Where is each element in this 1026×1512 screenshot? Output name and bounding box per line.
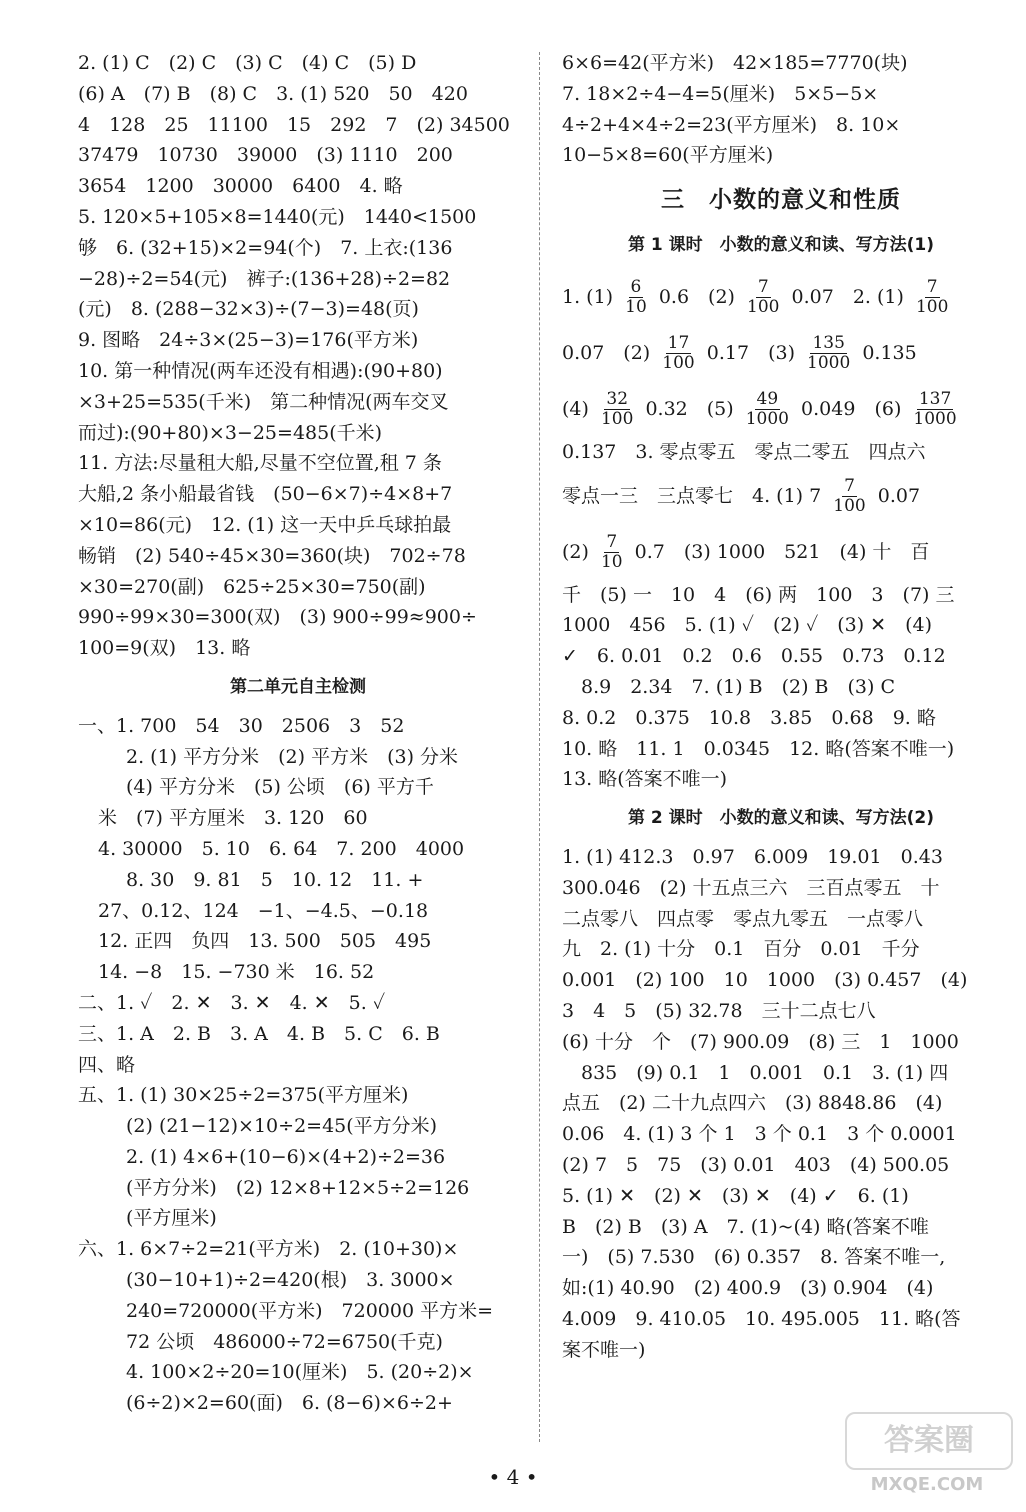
page-number: • 4 •: [488, 1465, 538, 1489]
answer-line: 72 公顷 486000÷72=6750(千克): [126, 1330, 443, 1353]
answer-line: (2) 7 5 75 (3) 0.01 403 (4) 500.05: [562, 1153, 950, 1176]
answer-line: 3654 1200 30000 6400 4. 略: [78, 175, 403, 198]
answer-line: 如:(1) 40.90 (2) 400.9 (3) 0.904 (4): [562, 1277, 934, 1300]
answer-line: (4) $\frac{32}{100}$ 0.32 (5) $\frac{49}{1000}$ 0.049 (6) $\frac{137}{1000}$: [562, 389, 957, 430]
answer-line: 畅销 (2) 540÷45×30=360(块) 702÷78: [78, 544, 466, 567]
answer-line: 4÷2+4×4÷2=23(平方厘米) 8. 10×: [562, 113, 901, 136]
lesson2-title: 第 2 课时 小数的意义和读、写方法(2): [627, 808, 935, 829]
answer-line: 9. 图略 24÷3×(25−3)=176(平方米): [78, 329, 419, 352]
column-divider: [539, 52, 540, 1442]
fraction: $\frac{7}{100}$: [747, 277, 780, 318]
left-column: [78, 48, 518, 1419]
answer-line: 4. 30000 5. 10 6. 64 7. 200 4000: [98, 837, 465, 860]
answer-line: 2. (1) 4×6+(10−6)×(4+2)÷2=36: [126, 1145, 446, 1168]
chapter-title: 三 小数的意义和性质: [661, 187, 901, 214]
answer-line: ×3+25=535(千米) 第二种情况(两车交叉: [78, 390, 449, 413]
answer-line: (6) 十分 个 (7) 900.09 (8) 三 1 1000: [562, 1030, 959, 1053]
answer-line: 五、1. (1) 30×25÷2=375(平方厘米): [78, 1084, 409, 1107]
answer-line: B (2) B (3) A 7. (1)~(4) 略(答案不唯: [562, 1215, 929, 1238]
answer-line: 14. −8 15. −730 米 16. 52: [98, 961, 375, 984]
answer-line: 6×6=42(平方米) 42×185=7770(块): [562, 52, 908, 74]
answer-line: 7. 18×2÷4−4=5(厘米) 5×5−5×: [562, 82, 879, 105]
answer-line: 零点一三 三点零七 4. (1) 7 $\frac{7}{100}$ 0.07: [562, 476, 921, 517]
answer-line: (平方厘米): [126, 1207, 217, 1230]
lesson2-answers: [562, 842, 1000, 1366]
answer-line: 10−5×8=60(平方厘米): [562, 144, 774, 167]
answer-line: 13. 略(答案不唯一): [562, 768, 728, 791]
answer-line: 案不唯一): [562, 1338, 646, 1361]
answer-line: (30−10+1)÷2=420(根) 3. 3000×: [126, 1269, 455, 1292]
right-column: [562, 48, 1000, 1366]
lesson1-title: 第 1 课时 小数的意义和读、写方法(1): [627, 234, 935, 255]
answer-line: (6) A (7) B (8) C 3. (1) 520 50 420: [78, 82, 468, 105]
answer-line: 六、1. 6×7÷2=21(平方米) 2. (10+30)×: [78, 1238, 459, 1261]
answer-line: 835 (9) 0.1 1 0.001 0.1 3. (1) 四: [562, 1061, 949, 1084]
answer-line: 而过):(90+80)×3−25=485(千米): [78, 421, 383, 444]
answer-line: 4. 100×2÷20=10(厘米) 5. (20÷2)×: [126, 1361, 474, 1384]
answer-line: (2) $\frac{7}{10}$ 0.7 (3) 1000 521 (4) 十 百: [562, 532, 930, 573]
answer-line: 240=720000(平方米) 720000 平方米=: [126, 1299, 494, 1322]
answer-line: 37479 10730 39000 (3) 1110 200: [78, 144, 453, 167]
answer-line: ✓ 6. 0.01 0.2 0.6 0.55 0.73 0.12: [562, 645, 946, 668]
answer-line: −28)÷2=54(元) 裤子:(136+28)÷2=82: [78, 267, 451, 290]
answer-line: 12. 正四 负四 13. 500 505 495: [98, 930, 432, 953]
answer-line: 0.06 4. (1) 3 个 1 3 个 0.1 3 个 0.0001: [562, 1123, 957, 1146]
answer-line: 1. (1) $\frac{6}{10}$ 0.6 (2) $\frac{7}{100}$ 0.07 2. (1) $\frac{7}{100}$: [562, 277, 949, 318]
answer-line: 一、1. 700 54 30 2506 3 52: [78, 714, 405, 737]
answer-line: 27、0.12、124 −1、−4.5、−0.18: [98, 899, 429, 922]
answer-line: (6÷2)×2=60(面) 6. (8−6)×6÷2+: [126, 1392, 453, 1415]
answer-line: 8.9 2.34 7. (1) B (2) B (3) C: [562, 675, 896, 698]
unit2-continued-answers: [562, 48, 1000, 171]
answer-line: (4) 平方分米 (5) 公顷 (6) 平方千: [126, 776, 434, 799]
answer-line: 米 (7) 平方厘米 3. 120 60: [98, 807, 368, 830]
answer-line: 990÷99×30=300(双) (3) 900÷99≈900÷: [78, 606, 477, 629]
fraction: $\frac{137}{1000}$: [913, 389, 957, 430]
answer-line: 0.07 (2) $\frac{17}{100}$ 0.17 (3) $\frac{135}{1000}$ 0.135: [562, 333, 917, 374]
answer-line: 二、1. ✓ 2. ✕ 3. ✕ 4. ✕ 5. ✓: [78, 991, 386, 1014]
answer-line: 5. (1) ✕ (2) ✕ (3) ✕ (4) ✓ 6. (1): [562, 1184, 909, 1207]
answer-line: 1000 456 5. (1) ✓ (2) ✓ (3) ✕ (4): [562, 614, 932, 637]
answer-line: 九 2. (1) 十分 0.1 百分 0.01 千分: [562, 938, 920, 961]
answer-line: 4.009 9. 410.05 10. 495.005 11. 略(答: [562, 1307, 961, 1330]
answer-line: 4 128 25 11100 15 292 7 (2) 34500: [78, 113, 510, 136]
answer-line: 0.001 (2) 100 10 1000 (3) 0.457 (4): [562, 969, 968, 992]
answer-line: 3 4 5 (5) 32.78 三十二点七八: [562, 999, 876, 1022]
answer-line: 1. (1) 412.3 0.97 6.009 19.01 0.43: [562, 845, 943, 868]
answer-line: 一) (5) 7.530 (6) 0.357 8. 答案不唯一,: [562, 1246, 946, 1269]
answer-line: ×30=270(副) 625÷25×30=750(副): [78, 575, 426, 598]
watermark-logo: 答案圈 MXQE.COM: [845, 1412, 1015, 1504]
answer-line: 10. 略 11. 1 0.0345 12. 略(答案不唯一): [562, 737, 955, 760]
answer-line: 四、略: [78, 1053, 136, 1076]
answer-line: 11. 方法:尽量租大船,尽量不空位置,租 7 条: [78, 452, 442, 475]
fraction: $\frac{32}{100}$: [600, 389, 634, 430]
fraction: $\frac{7}{10}$: [600, 532, 623, 573]
answer-line: 千 (5) 一 10 4 (6) 两 100 3 (7) 三: [562, 583, 955, 606]
answer-line: 2. (1) 平方分米 (2) 平方米 (3) 分米: [126, 745, 459, 768]
fraction: $\frac{6}{10}$: [625, 277, 647, 318]
answer-line: 100=9(双) 13. 略: [78, 637, 251, 660]
answer-line: 二点零八 四点零 零点九零五 一点零八: [562, 907, 924, 930]
answer-line: (平方分米) (2) 12×8+12×5÷2=126: [126, 1176, 470, 1199]
answer-line: 10. 第一种情况(两车还没有相遇):(90+80): [78, 359, 443, 382]
answer-line: 大船,2 条小船最省钱 (50−6×7)÷4×8+7: [78, 483, 453, 506]
answer-line: 5. 120×5+105×8=1440(元) 1440<1500: [78, 205, 477, 228]
answer-line: 300.046 (2) 十五点三六 三百点零五 十: [562, 876, 940, 899]
answer-line: (2) (21−12)×10÷2=45(平方分米): [126, 1115, 438, 1138]
answer-line: 0.137 3. 零点零五 零点二零五 四点六: [562, 440, 926, 463]
unit2-test-answers: [78, 711, 518, 1419]
answer-line: 点五 (2) 二十九点四六 (3) 8848.86 (4): [562, 1092, 943, 1115]
section-title-unit2-test: 第二单元自主检测: [230, 676, 366, 697]
unit2-answers: [78, 48, 518, 664]
fraction: $\frac{7}{100}$: [833, 476, 866, 517]
lesson1-answers: [562, 269, 1000, 795]
fraction: $\frac{7}{100}$: [915, 277, 949, 318]
answer-line: 8. 0.2 0.375 10.8 3.85 0.68 9. 略: [562, 706, 936, 729]
fraction: $\frac{135}{1000}$: [807, 333, 851, 374]
answer-line: (元) 8. (288−32×3)÷(7−3)=48(页): [78, 298, 419, 321]
answer-line: 够 6. (32+15)×2=94(个) 7. 上衣:(136: [78, 236, 453, 259]
answer-line: 三、1. A 2. B 3. A 4. B 5. C 6. B: [78, 1022, 440, 1045]
answer-line: 2. (1) C (2) C (3) C (4) C (5) D: [78, 52, 417, 74]
fraction: $\frac{49}{1000}$: [745, 389, 789, 430]
fraction: $\frac{17}{100}$: [662, 333, 695, 374]
answer-line: ×10=86(元) 12. (1) 这一天中乒乓球拍最: [78, 513, 452, 536]
answer-line: 8. 30 9. 81 5 10. 12 11. +: [126, 868, 424, 891]
